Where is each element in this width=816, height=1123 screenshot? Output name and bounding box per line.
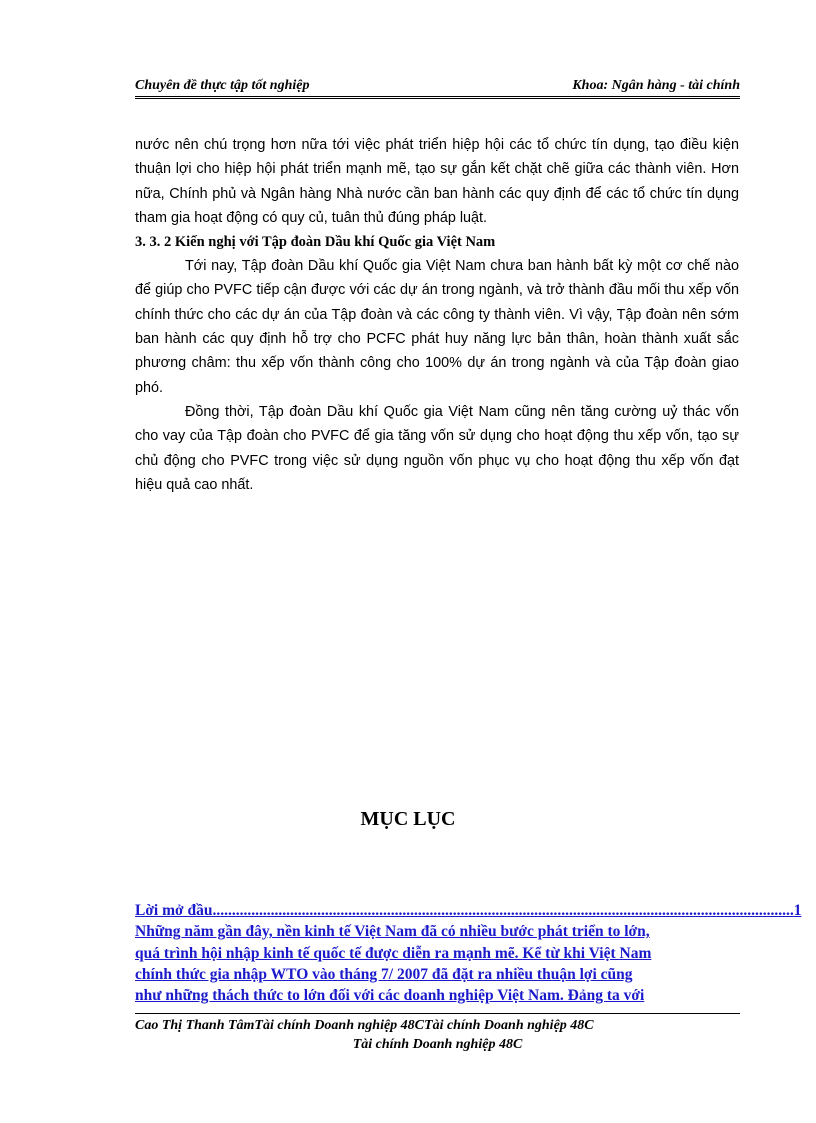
header-right-title: Khoa: Ngân hàng - tài chính <box>572 78 740 93</box>
section-heading: 3. 3. 2 Kiến nghị với Tập đoàn Dầu khí Quốc gia Việt Nam <box>135 234 496 251</box>
document-body <box>135 133 739 497</box>
paragraph-2: Tới nay, Tập đoàn Dầu khí Quốc gia Việt Nam chưa ban hành bất kỳ một cơ chế nào để giúp cho PVFC tiếp cận được với các dự án trong ngành, và trở thành đầu mối thu xếp vốn chính thức cho các dự án của Tập đoàn và các công ty thành viên. Vì vậy, Tập đoàn nên sớm ban hành các quy định hỗ trợ cho PCFC phát huy năng lực bản thân, hoàn thành xuất sắc phương châm: thu xếp vốn thành công cho 100% dự án trong ngành và của Tập đoàn giao phó. <box>135 258 739 396</box>
paragraph-3: Đồng thời, Tập đoàn Dầu khí Quốc gia Việt Nam cũng nên tăng cường uỷ thác vốn cho vay của Tập đoàn cho PVFC để gia tăng vốn sử dụng cho hoạt động thu xếp vốn, tạo sự chủ động cho PVFC trong việc sử dụng nguồn vốn phục vụ cho hoạt động thu xếp vốn đạt hiệu quả cao nhất. <box>135 403 739 493</box>
paragraph-1: nước nên chú trọng hơn nữa tới việc phát triển hiệp hội các tổ chức tín dụng, tạo điều kiện thuận lợi cho hiệp hội phát triển mạnh mẽ, tạo sự gắn kết chặt chẽ giữa các thành viên. Hơn nữa, Chính phủ và Ngân hàng Nhà nước cần ban hành các quy định để các tổ chức tín dụng tham gia hoạt động có quy củ, tuân thủ đúng pháp luật. <box>135 137 739 226</box>
toc-entry-leader: ...................................................................................................................................................... <box>212 902 794 919</box>
footer-line-2: Tài chính Doanh nghiệp 48C <box>352 1037 523 1052</box>
toc-title: MỤC LỤC <box>360 808 456 830</box>
table-of-contents <box>135 900 802 1006</box>
page-header <box>135 76 740 96</box>
toc-link-line-2[interactable]: quá trình hội nhập kinh tế quốc tế được diễn ra mạnh mẽ. Kể từ khi Việt Nam <box>135 944 652 962</box>
footer-divider <box>135 1013 740 1014</box>
header-divider <box>135 96 740 99</box>
toc-link-line-4[interactable]: như những thách thức to lớn đối với các doanh nghiệp Việt Nam. Đảng ta với <box>135 987 645 1005</box>
toc-entry-page: 1 <box>793 902 802 919</box>
page-footer <box>135 1016 740 1054</box>
header-left-title: Chuyên đề thực tập tốt nghiệp <box>135 78 310 93</box>
toc-link-line-3[interactable]: chính thức gia nhập WTO vào tháng 7/ 2007 đã đặt ra nhiều thuận lợi cũng <box>135 965 633 983</box>
footer-line-1: Cao Thị Thanh TâmTài chính Doanh nghiệp 48CTài chính Doanh nghiệp 48C <box>135 1018 594 1033</box>
toc-entry-intro[interactable] <box>135 900 802 921</box>
toc-link-line-1[interactable]: Những năm gần đây, nền kinh tế Việt Nam đã có nhiều bước phát triển to lớn, <box>135 923 650 941</box>
toc-entry-label: Lời mở đầu <box>135 902 213 919</box>
